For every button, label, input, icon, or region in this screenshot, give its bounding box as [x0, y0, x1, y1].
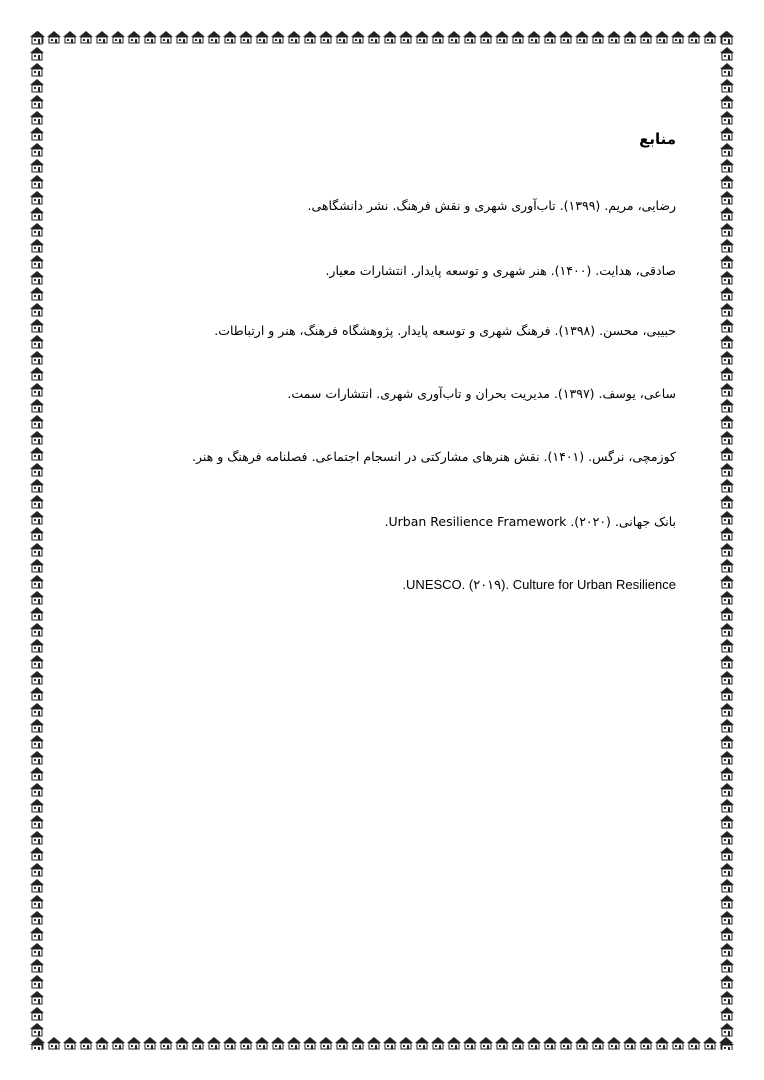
- reference-item-5: کوزمچی، نرگس. (۱۴۰۱). نقش هنرهای مشارکتی در انسجام اجتماعی. فصلنامه فرهنگ و هنر.: [191, 449, 676, 464]
- reference-item-3: حبیبی، محسن. (۱۳۹۸). فرهنگ شهری و توسعه پایدار. پژوهشگاه فرهنگ، هنر و ارتباطات.: [214, 323, 676, 338]
- house-icon-border-left: [30, 30, 44, 1050]
- reference-item-4: ساعی، یوسف. (۱۳۹۷). مدیریت بحران و تاب‌آوری شهری. انتشارات سمت.: [287, 386, 676, 401]
- house-icon-border-bottom: [30, 1036, 734, 1050]
- reference-item-2: صادقی، هدایت. (۱۴۰۰). هنر شهری و توسعه پایدار. انتشارات معیار.: [325, 263, 676, 278]
- reference-item-6: بانک جهانی. (۲۰۲۰). Urban Resilience Framework.: [384, 514, 676, 529]
- reference-item-7: UNESCO. (۲۰۱۹). Culture for Urban Resilience.: [402, 577, 676, 592]
- house-icon-border-top: [30, 30, 734, 44]
- references-heading: منابع: [639, 130, 676, 148]
- reference-item-1: رضایی، مریم. (۱۳۹۹). تاب‌آوری شهری و نقش فرهنگ. نشر دانشگاهی.: [307, 198, 676, 213]
- house-icon-border-right: [720, 30, 734, 1050]
